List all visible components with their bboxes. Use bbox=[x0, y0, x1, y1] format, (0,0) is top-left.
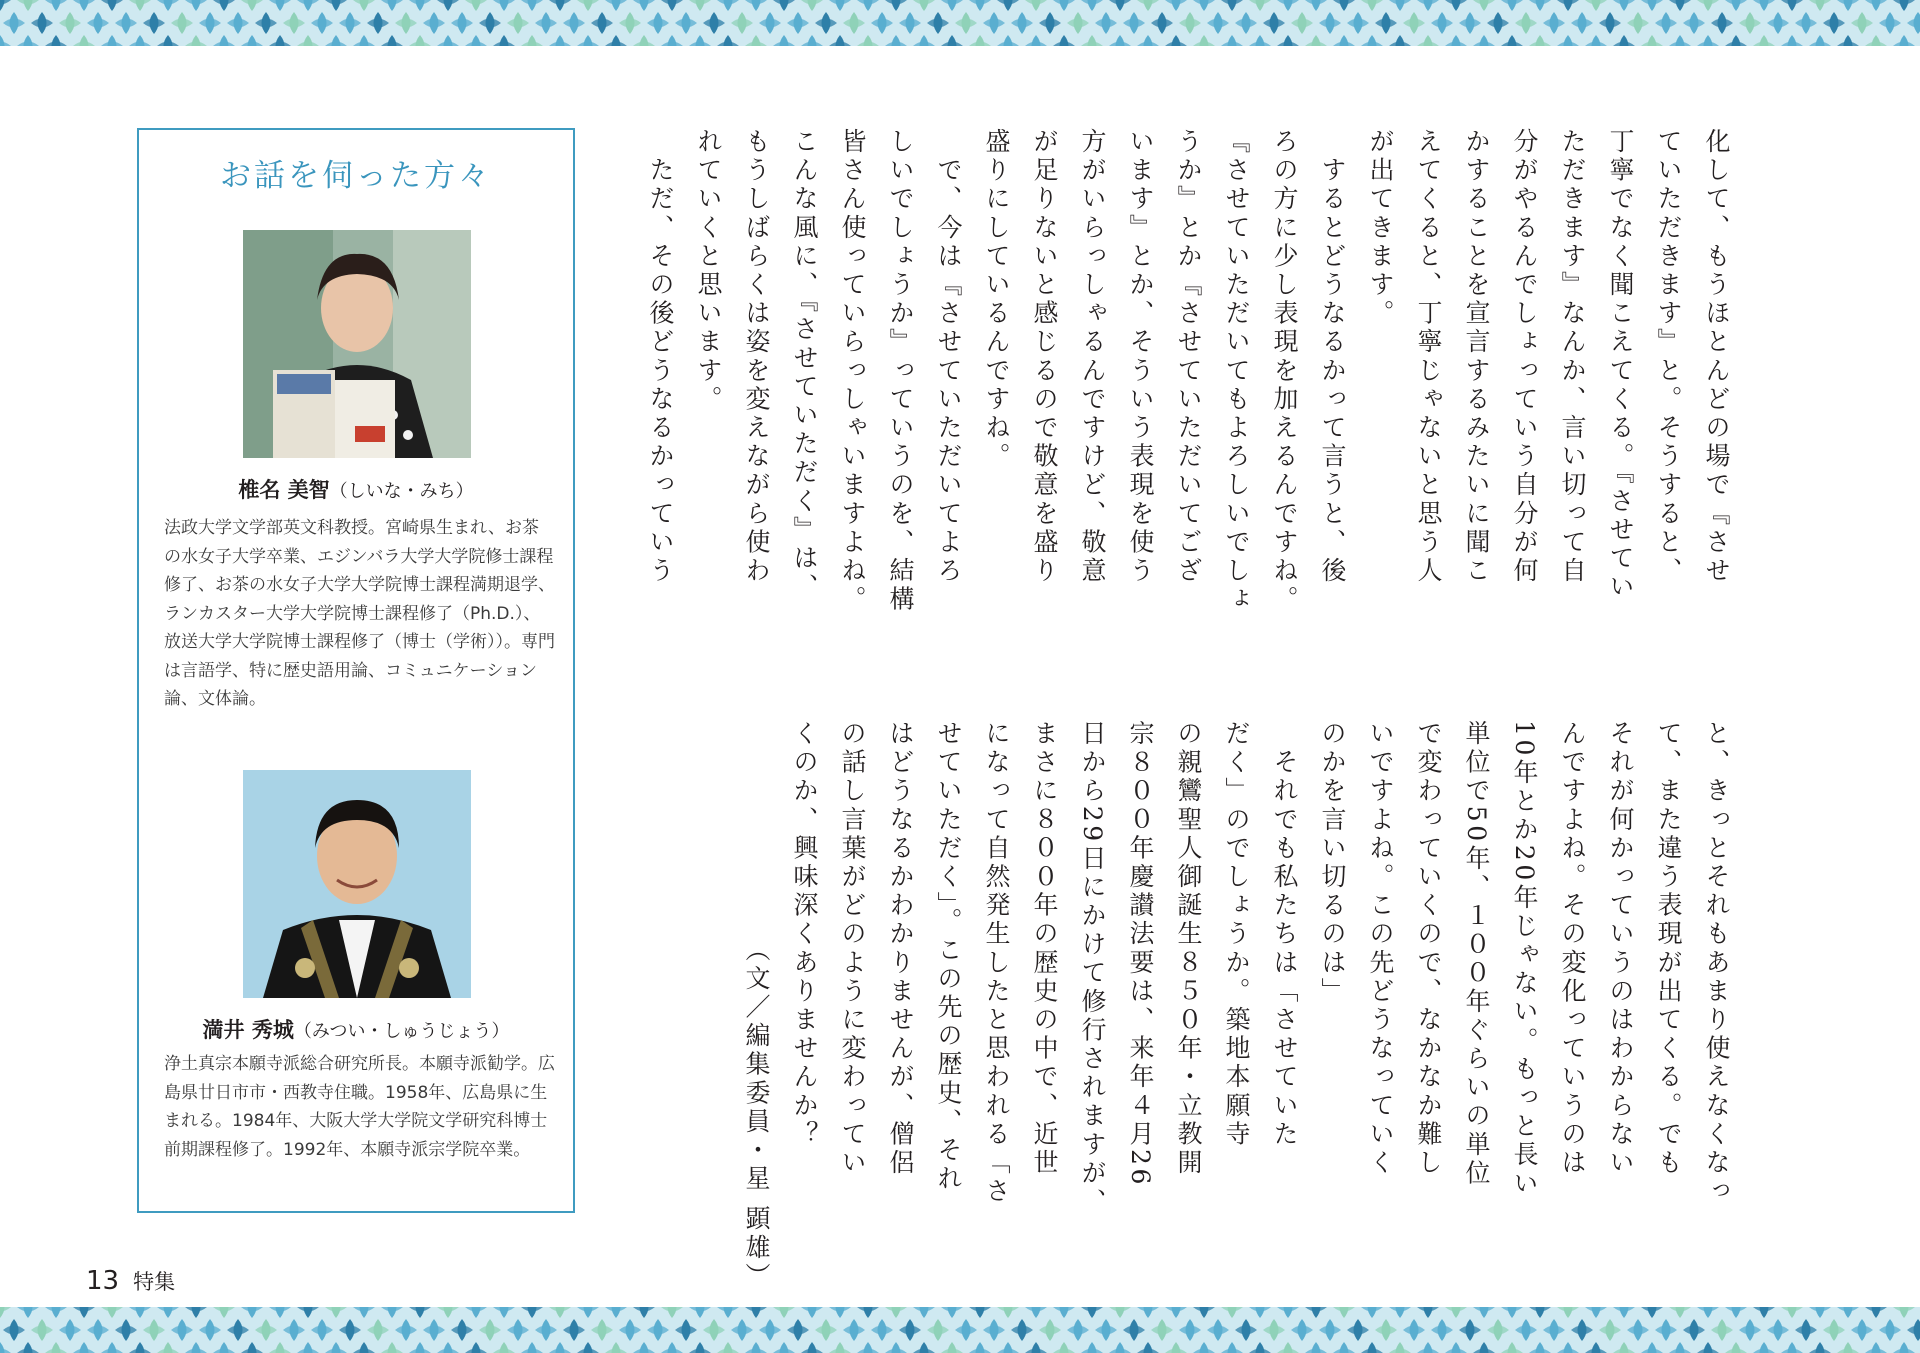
person-bio-mitsui: 浄土真宗本願寺派総合研究所長。本願寺派勧学。広島県廿日市市・西教寺住職。1958年、広島県に生まれる。1984年、大阪大学大学院文学研究科博士前期課程修了。1992年、本願寺派宗学院卒業。 bbox=[164, 1054, 555, 1160]
portrait-photo-shiina bbox=[243, 230, 471, 458]
interviewee-sidebar bbox=[137, 128, 575, 1213]
page-number: 13 bbox=[86, 1266, 120, 1296]
article-body-lower: と、きっとそれもあまり使えなくなっ て、また違う表現が出てくる。でも それが何かっていうのはわからない んですよね。その変化っていうのは 10年とか20年じゃない。もっと長い 単位で50年、１００年ぐらいの単位 で変わっていくので、なかなか難し いですよね。この先どうなっていく のかを言い切るのは」 それでも私たちは「させていた だく」のでしょうか。築地本願寺 の親鸞聖人御誕生８５０年・立教開 宗８００年慶讃法要は、来年４月26 日から29日にかけて修行されますが、 まさに８００年の歴史の中で、近世 になって自然発生したと思われる「さ せていただく」。この先の歴史、それ はどうなるかわかりませんが、僧侶 の話し言葉がどのように変わってい くのか、興味深くありませんか？ （文／編集委員・星 顕雄） bbox=[742, 720, 1731, 1292]
page-folio bbox=[86, 1266, 175, 1296]
person-name-mitsui bbox=[139, 1014, 573, 1044]
person-name-shiina bbox=[139, 474, 573, 504]
article-body-upper: 化して、もうほとんどの場で『させ ていただきます』と。そうすると、 丁寧でなく聞こえてくる。『させてい ただきます』なんか、言い切って自 分がやるんでしょっていう自分が何 かすることを宣言するみたいに聞こ えてくると、丁寧じゃないと思う人 が出てきます。 するとどうなるかって言うと、後 ろの方に少し表現を加えるんですね。 『させていただいてもよろしいでしょ うか』とか『させていただいてござ います』とか、そういう表現を使う 方がいらっしゃるんですけど、敬意 が足りないと感じるので敬意を盛り 盛りにしているんですね。 で、今は『させていただいてよろ しいでしょうか』っていうのを、結構 皆さん使っていらっしゃいますよね。 こんな風に、『させていただく』は、 もうしばらくは姿を変えながら使わ れていくと思います。 ただ、その後どうなるかっていう bbox=[646, 128, 1731, 615]
sidebar-title: お話を伺った方々 bbox=[220, 158, 492, 194]
bottom-pattern-band bbox=[0, 1307, 1920, 1353]
person-bio-shiina: 法政大学文学部英文科教授。宮崎県生まれ、お茶の水女子大学卒業、エジンバラ大学大学院修士課程修了、お茶の水女子大学大学院博士課程満期退学、ランカスター大学大学院博士課程修了（Ph.D.）、放送大学大学院博士課程修了（博士（学術））。専門は言語学、特に歴史語用論、コミュニケーション論、文体論。 bbox=[164, 518, 555, 709]
portrait-photo-mitsui bbox=[243, 770, 471, 998]
person-name-reading: （みつい・しゅうじょう） bbox=[293, 1021, 510, 1042]
top-pattern-band bbox=[0, 0, 1920, 46]
person-name-text: 椎名 美智 bbox=[238, 478, 330, 502]
person-name-text: 満井 秀城 bbox=[202, 1018, 294, 1042]
section-label: 特集 bbox=[133, 1270, 176, 1294]
person-name-reading: （しいな・みち） bbox=[329, 481, 474, 502]
